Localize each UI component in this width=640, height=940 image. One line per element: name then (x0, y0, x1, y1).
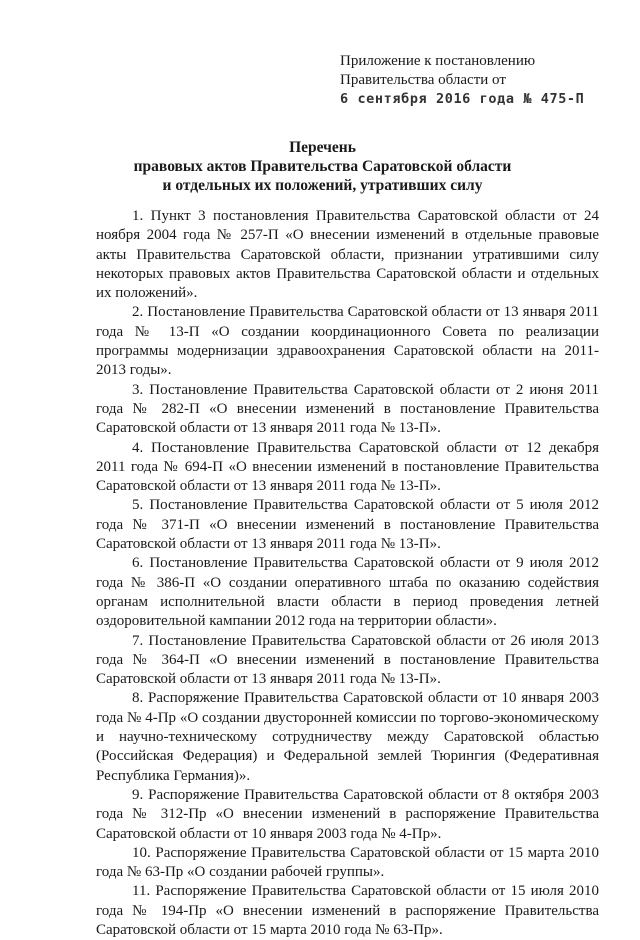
list-item-9: 9. Распоряжение Правительства Саратовской области от 8 октября 2003 года № 312-Пр «О внесении изменений в распоряжение Правительства Саратовской области от 10 января 2003 года № 4-Пр». (96, 786, 599, 842)
list-item-11: 11. Распоряжение Правительства Саратовской области от 15 июля 2010 года № 194-Пр «О внесении изменений в распоряжение Правительства Саратовской области от 15 марта 2010 года № 63-Пр». (96, 883, 599, 938)
list-item-5: 5. Постановление Правительства Саратовской области от 5 июля 2012 года № 371-П «О внесении изменений в постановление Правительства Саратовской области от 13 января 2011 года № 13-П». (96, 497, 599, 553)
appendix-date-stamp: 6 сентября 2016 года № 475-П (340, 91, 585, 107)
list-item-2: 2. Постановление Правительства Саратовской области от 13 января 2011 года № 13-П «О создании координационного Совета по реализации программы модернизации здравоохранения Саратовской области на 2011-2013 годы». (96, 304, 599, 379)
list-item-10: 10. Распоряжение Правительства Саратовской области от 15 марта 2010 года № 63-Пр «О создании рабочей группы». (96, 844, 599, 881)
document-title (80, 138, 565, 195)
title-line-3: и отдельных их положений, утративших силу (162, 177, 483, 194)
list-item-4: 4. Постановление Правительства Саратовской области от 12 декабря 2011 года № 694-П «О внесении изменений в постановление Правительства Саратовской области от 13 января 2011 года № 13-П». (96, 439, 599, 495)
list-item-1: 1. Пункт 3 постановления Правительства Саратовской области от 24 ноября 2004 года № 257-П «О внесении изменений в отдельные правовые акты Правительства Саратовской области, признании утратившими силу некоторых правовых актов Правительства Саратовской области и отдельных их положений». (96, 208, 599, 302)
title-line-1: Перечень (289, 139, 356, 156)
list-item-8: 8. Распоряжение Правительства Саратовской области от 10 января 2003 года № 4-Пр «О создании двусторонней комиссии по торгово-экономическому и научно-техническому сотрудничеству между Саратовской областью (Российская Федерация) и Федеральной землей Тюрингия (Федеративная Республика Германия)». (96, 690, 599, 784)
appendix-header (340, 52, 600, 109)
list-item-6: 6. Постановление Правительства Саратовской области от 9 июля 2012 года № 386-П «О создании оперативного штаба по оказанию содействия органам исполнительной власти области в период проведения летней оздоровительной кампании 2012 года на территории области». (96, 555, 599, 630)
title-line-2: правовых актов Правительства Саратовской области (133, 158, 512, 175)
list-item-3: 3. Постановление Правительства Саратовской области от 2 июня 2011 года № 282-П «О внесении изменений в постановление Правительства Саратовской области от 13 января 2011 года № 13-П». (96, 381, 599, 437)
document-body (96, 207, 599, 940)
appendix-line-2: Правительства области от (340, 72, 506, 88)
appendix-line-1: Приложение к постановлению (340, 53, 536, 69)
list-item-7: 7. Постановление Правительства Саратовской области от 26 июля 2013 года № 364-П «О внесении изменений в постановление Правительства Саратовской области от 13 января 2011 года № 13-П». (96, 632, 599, 688)
